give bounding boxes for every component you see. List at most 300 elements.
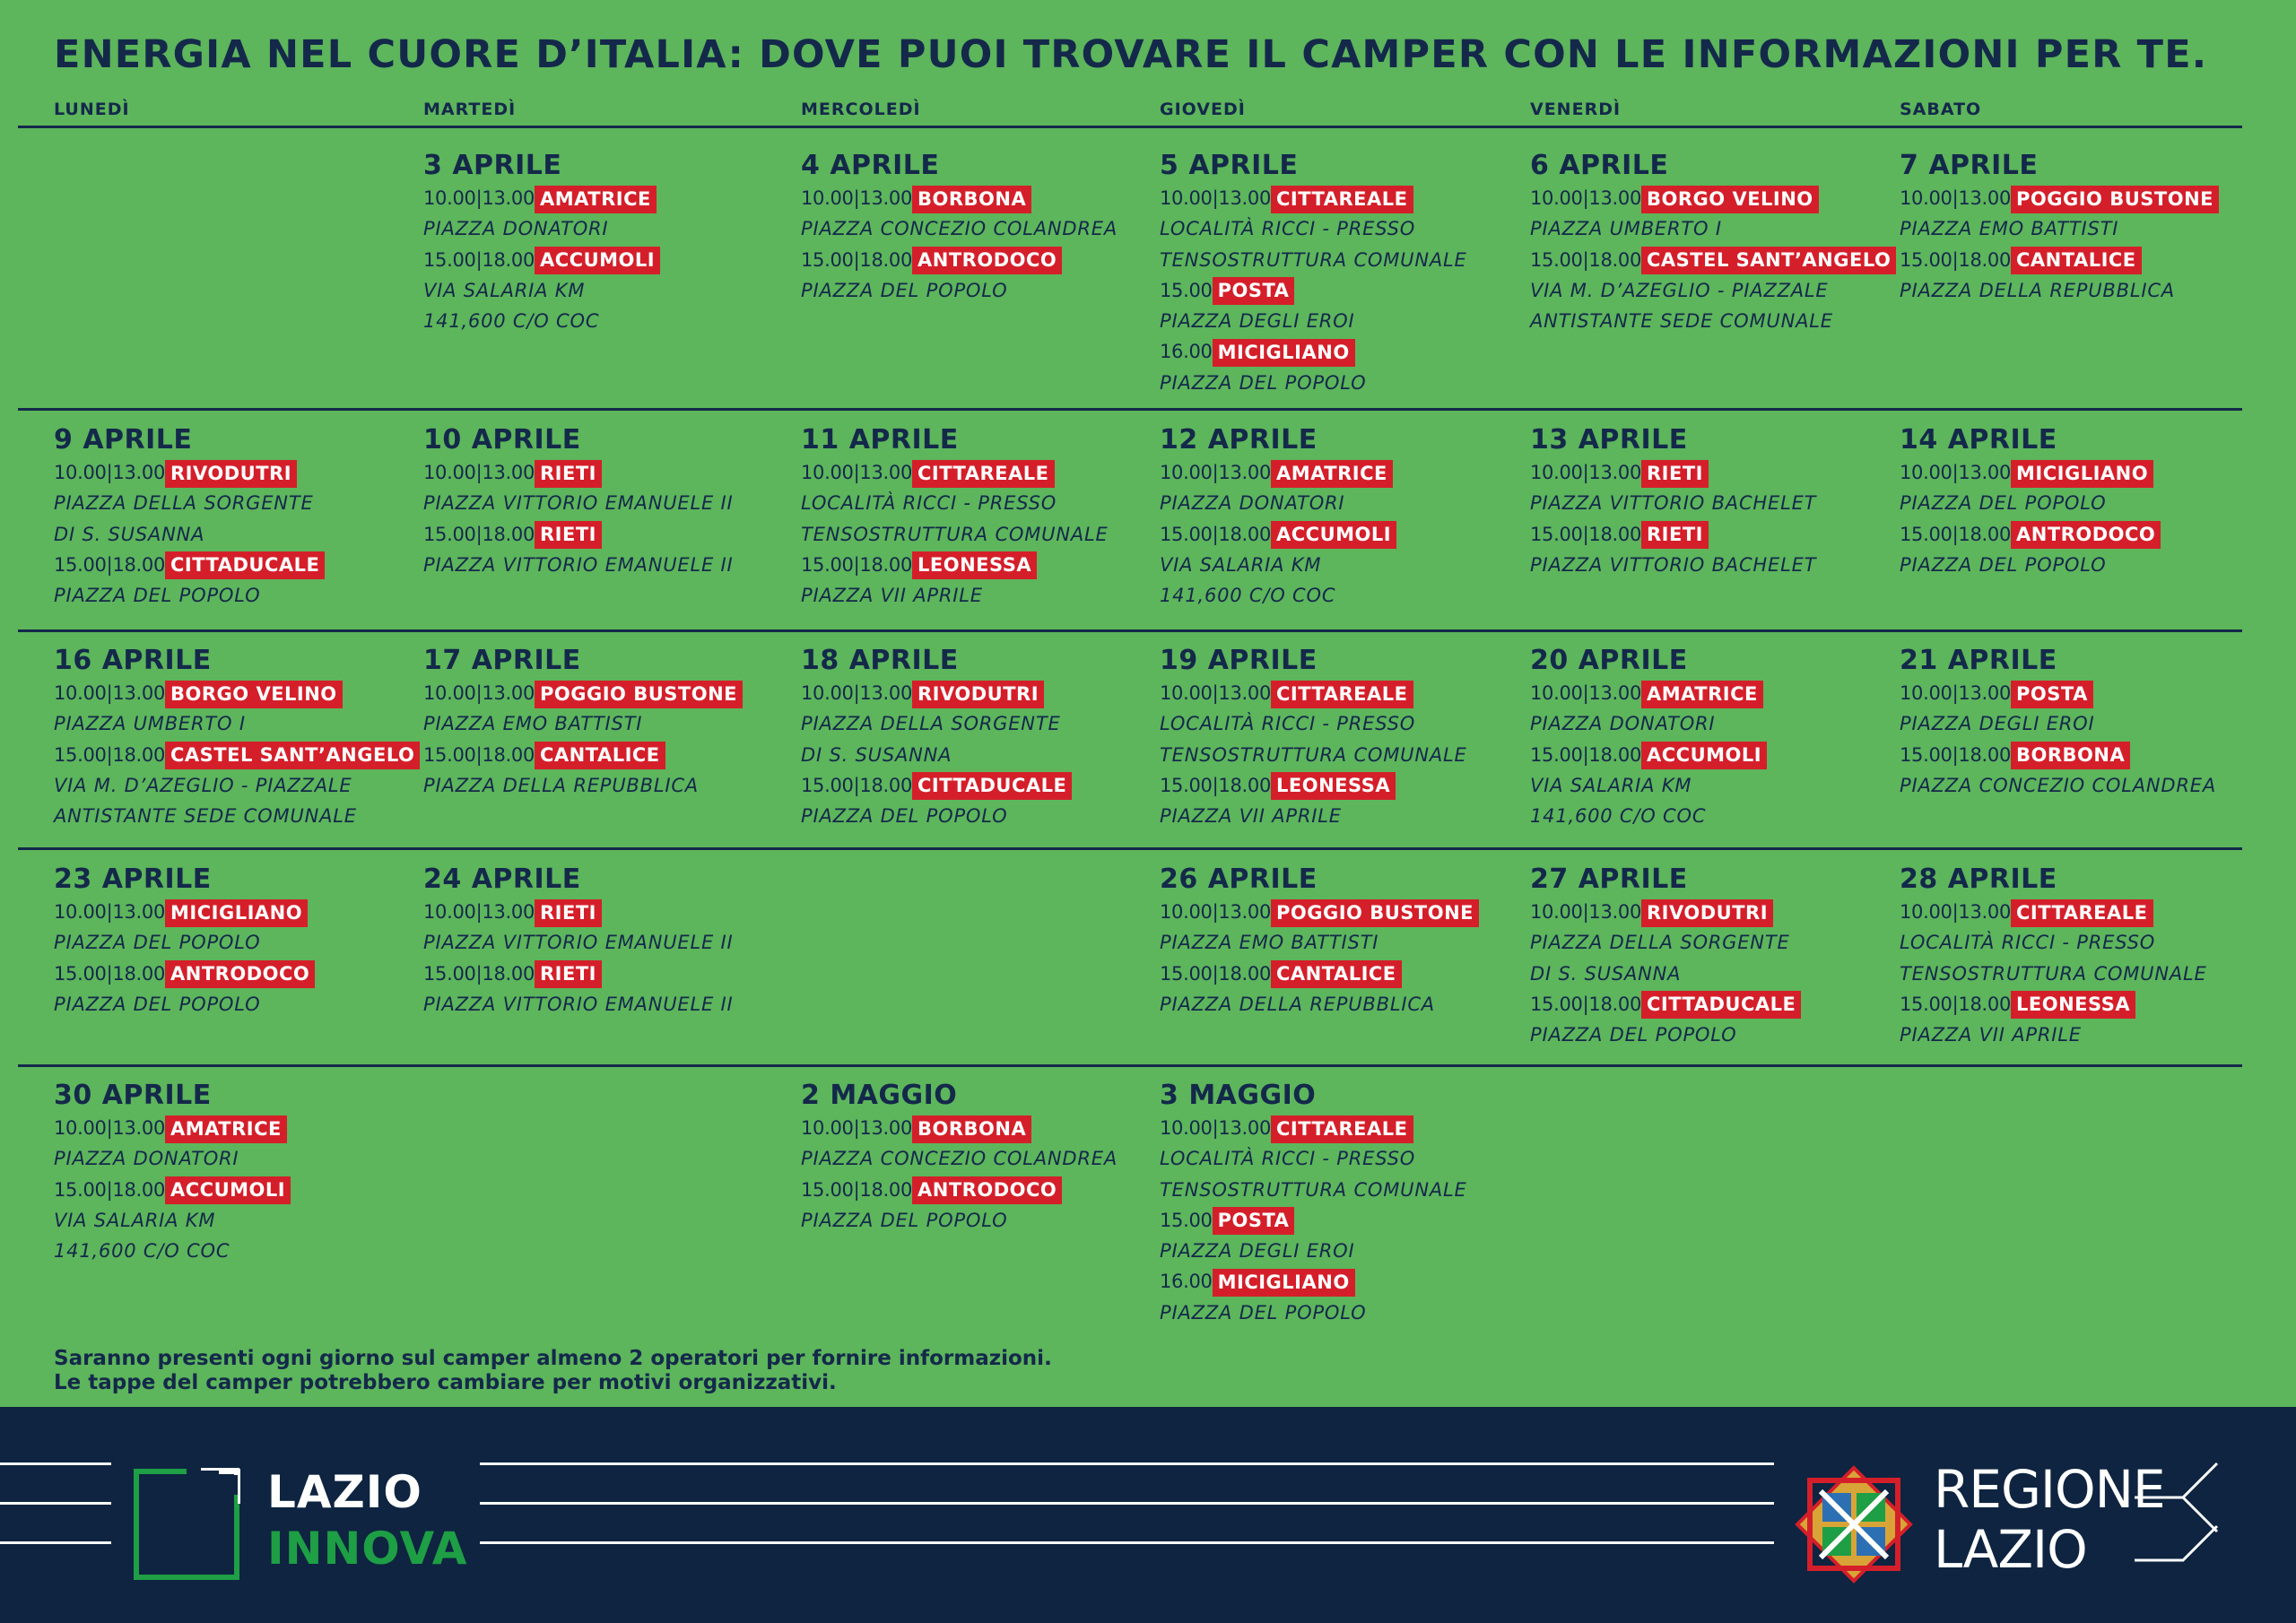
stop-time: 10.00|13.00 [1900, 901, 2012, 923]
stop-time-row [1160, 897, 1479, 927]
regione-word-2: LAZIO [1934, 1519, 2087, 1580]
schedule-day-cell [1160, 151, 1467, 398]
stop-time: 10.00|13.00 [1160, 1117, 1272, 1139]
stop-address: PIAZZA EMO BATTISTI [1900, 218, 2119, 240]
day-date: 9 APRILE [54, 424, 193, 456]
regione-lazio-crest-icon [1794, 1464, 1914, 1584]
stop-time: 10.00|13.00 [1530, 187, 1642, 209]
stop-time-row [801, 183, 1118, 213]
town-badge: MICIGLIANO [165, 899, 308, 927]
schedule-day-cell [54, 1081, 291, 1266]
stop-address: PIAZZA DEL POPOLO [801, 279, 1008, 301]
stop-time: 15.00|18.00 [54, 962, 166, 985]
town-badge: CASTEL SANT’ANGELO [1641, 247, 1896, 274]
town-badge: LEONESSA [912, 551, 1037, 579]
stop-time: 15.00|18.00 [1900, 993, 2012, 1015]
stop-time-row [423, 245, 660, 275]
day-date: 3 APRILE [423, 150, 562, 181]
regione-word-1: REGIONE [1934, 1459, 2165, 1520]
notes [54, 1347, 1052, 1395]
town-badge: RIETI [535, 960, 602, 988]
stop-address: PIAZZA VITTORIO EMANUELE II [423, 492, 734, 515]
stop-time: 15.00|18.00 [54, 553, 166, 576]
stop-address: PIAZZA DEL POPOLO [801, 805, 1008, 828]
stop-time-row [54, 740, 420, 770]
stop-time-row [1160, 1113, 1467, 1143]
stop-time: 10.00|13.00 [423, 682, 535, 704]
footer-rule [480, 1502, 1774, 1505]
stop-time: 10.00|13.00 [423, 462, 535, 483]
town-badge: CANTALICE [1271, 960, 1402, 988]
town-badge: CANTALICE [535, 742, 665, 769]
town-badge: RIETI [535, 521, 602, 549]
stop-time: 10.00|13.00 [1900, 187, 2012, 209]
stop-address: PIAZZA EMO BATTISTI [1160, 932, 1379, 954]
stop-time-row [1530, 519, 1816, 550]
town-badge: ANTRODOCO [912, 247, 1062, 274]
stop-time: 15.00|18.00 [423, 248, 535, 271]
stop-address: 141,600 C/O COC [423, 310, 600, 333]
stop-time: 15.00|18.00 [1160, 774, 1272, 796]
schedule-day-cell [801, 425, 1109, 611]
stop-address: PIAZZA DELLA SORGENTE [801, 713, 1061, 735]
stop-time-row [1160, 183, 1467, 213]
stop-time: 15.00|18.00 [423, 743, 535, 766]
schedule-day-cell [1530, 151, 1896, 336]
stop-time-row [1900, 989, 2207, 1020]
day-date: 17 APRILE [423, 645, 581, 676]
schedule-day-cell [1530, 864, 1801, 1050]
town-badge: ANTRODOCO [165, 960, 315, 988]
stop-time-row [1160, 275, 1467, 306]
town-badge: LEONESSA [1271, 772, 1396, 800]
schedule-day-cell [423, 151, 660, 336]
schedule-day-cell [1900, 151, 2219, 306]
stop-address: VIA SALARIA KM [54, 1209, 216, 1231]
stop-address: VIA M. D’AZEGLIO - PIAZZALE [1530, 279, 1829, 301]
town-badge: CITTAREALE [1271, 681, 1413, 708]
stop-time-row [801, 457, 1109, 488]
stop-time-row [54, 897, 315, 927]
town-badge: CITTADUCALE [1641, 991, 1801, 1019]
town-badge: ACCUMOLI [1641, 742, 1767, 769]
stop-time: 15.00 [1160, 279, 1213, 301]
stop-time: 10.00|13.00 [801, 1117, 913, 1139]
stop-address: PIAZZA DEL POPOLO [1900, 492, 2107, 515]
day-date: 10 APRILE [423, 424, 581, 456]
town-badge: CITTAREALE [1271, 1115, 1413, 1143]
stop-address: PIAZZA VITTORIO EMANUELE II [423, 932, 734, 954]
day-date: 14 APRILE [1900, 424, 2057, 456]
stop-time: 10.00|13.00 [423, 187, 535, 209]
town-badge: RIETI [1641, 460, 1709, 488]
stop-time-row [54, 1113, 291, 1143]
stop-address: LOCALITÀ RICCI - PRESSO [801, 492, 1057, 515]
stop-address: PIAZZA DONATORI [423, 218, 609, 240]
stop-time: 15.00|18.00 [1900, 523, 2012, 545]
stop-address: DI S. SUSANNA [801, 743, 952, 766]
stop-address: PIAZZA DEGLI EROI [1160, 310, 1355, 333]
stop-time: 15.00|18.00 [1160, 523, 1272, 545]
stop-address: PIAZZA CONCEZIO COLANDREA [1900, 774, 2217, 796]
stop-time-row [1160, 678, 1467, 708]
town-badge: POSTA [1213, 1207, 1295, 1235]
stop-address: PIAZZA EMO BATTISTI [423, 713, 643, 735]
day-date: 5 APRILE [1160, 150, 1299, 181]
stop-time: 15.00|18.00 [1530, 993, 1642, 1015]
schedule-day-cell [1160, 425, 1396, 611]
stop-time: 10.00|13.00 [801, 682, 913, 704]
stop-time: 15.00|18.00 [1530, 743, 1642, 766]
stop-time-row [1900, 897, 2207, 927]
town-badge: POSTA [1213, 277, 1295, 305]
stop-time-row [801, 770, 1072, 801]
schedule-day-cell [1900, 646, 2216, 801]
regione-chevron-icon [2135, 1462, 2224, 1587]
stop-time: 10.00|13.00 [54, 462, 166, 483]
stop-address: PIAZZA VII APRILE [1160, 805, 1342, 828]
schedule-day-cell [54, 646, 420, 831]
schedule-day-cell [1530, 425, 1816, 580]
stop-time: 10.00|13.00 [1160, 462, 1272, 483]
stop-time: 15.00|18.00 [1160, 962, 1272, 985]
town-badge: AMATRICE [165, 1115, 287, 1143]
stop-time: 15.00|18.00 [1900, 248, 2012, 271]
stop-address: PIAZZA DEGLI EROI [1900, 713, 2095, 735]
stop-time: 16.00 [1160, 1271, 1213, 1293]
stop-address: VIA SALARIA KM [1160, 553, 1322, 576]
stop-time-row [1900, 457, 2161, 488]
stop-time: 15.00|18.00 [1530, 248, 1642, 271]
stop-time-row [423, 959, 734, 989]
note-line: Saranno presenti ogni giorno sul camper almeno 2 operatori per fornire informazioni. [54, 1347, 1052, 1370]
day-date: 3 MAGGIO [1160, 1080, 1317, 1111]
stop-time: 15.00|18.00 [1900, 743, 2012, 766]
town-badge: CITTADUCALE [165, 551, 325, 579]
town-badge: AMATRICE [1641, 681, 1763, 708]
note-line: Le tappe del camper potrebbero cambiare per motivi organizzativi. [54, 1371, 837, 1394]
day-date: 6 APRILE [1530, 150, 1669, 181]
stop-time-row [1160, 1205, 1467, 1236]
stop-address: PIAZZA DEL POPOLO [1900, 553, 2107, 576]
stop-time: 15.00|18.00 [1530, 523, 1642, 545]
schedule-day-cell [1900, 425, 2161, 580]
stop-time-row [801, 550, 1109, 580]
town-badge: CASTEL SANT’ANGELO [165, 742, 420, 769]
schedule-day-cell [1160, 1081, 1467, 1328]
stop-address: PIAZZA DEL POPOLO [1160, 371, 1367, 394]
stop-address: VIA SALARIA KM [1530, 774, 1692, 796]
stop-time-row [1160, 770, 1467, 801]
stop-time-row [1530, 245, 1896, 275]
town-badge: ACCUMOLI [1271, 521, 1396, 549]
schedule-day-cell [423, 864, 734, 1020]
town-badge: BORGO VELINO [165, 681, 343, 708]
footer-rule [0, 1502, 111, 1505]
stop-address: PIAZZA DEL POPOLO [1530, 1024, 1737, 1046]
stop-address: DI S. SUSANNA [54, 523, 205, 545]
stop-time-row [1160, 959, 1479, 989]
stop-address: VIA SALARIA KM [423, 279, 586, 301]
stop-time: 10.00|13.00 [54, 682, 166, 704]
stop-time-row [801, 1113, 1118, 1143]
town-badge: CITTADUCALE [912, 772, 1072, 800]
town-badge: AMATRICE [535, 186, 657, 213]
stop-time: 10.00|13.00 [1160, 901, 1272, 923]
day-date: 30 APRILE [54, 1080, 212, 1111]
stop-address: ANTISTANTE SEDE COMUNALE [54, 805, 357, 828]
town-badge: ACCUMOLI [165, 1176, 291, 1204]
footer-rule [0, 1462, 111, 1465]
day-date: 13 APRILE [1530, 424, 1688, 456]
stop-address: PIAZZA DONATORI [54, 1148, 239, 1170]
stop-address: PIAZZA VITTORIO BACHELET [1530, 492, 1817, 515]
stop-time-row [54, 959, 315, 989]
day-date: 24 APRILE [423, 864, 581, 895]
stop-time-row [1530, 740, 1767, 770]
stop-address: PIAZZA DONATORI [1530, 713, 1716, 735]
town-badge: BORBONA [912, 1115, 1031, 1143]
stop-address: LOCALITÀ RICCI - PRESSO [1160, 218, 1416, 240]
stop-address: PIAZZA DELLA REPUBBLICA [423, 774, 699, 796]
day-date: 16 APRILE [54, 645, 212, 676]
day-date: 27 APRILE [1530, 864, 1688, 895]
town-badge: CITTAREALE [2011, 899, 2152, 927]
weekday-label: MERCOLEDÌ [801, 100, 921, 119]
stop-time-row [1530, 183, 1896, 213]
schedule-day-cell [54, 425, 325, 611]
stop-time-row [54, 678, 420, 708]
page-title: ENERGIA NEL CUORE D’ITALIA: DOVE PUOI TROVARE IL CAMPER CON LE INFORMAZIONI PER TE. [54, 32, 2208, 77]
weekday-label: GIOVEDÌ [1160, 100, 1246, 119]
town-badge: CITTAREALE [912, 460, 1054, 488]
town-badge: POSTA [2011, 681, 2093, 708]
stop-time-row [1160, 519, 1396, 550]
town-badge: ANTRODOCO [912, 1176, 1062, 1204]
stop-address: 141,600 C/O COC [54, 1240, 230, 1263]
stop-time: 10.00|13.00 [801, 187, 913, 209]
stop-time-row [1900, 678, 2216, 708]
stop-time: 10.00|13.00 [1160, 682, 1272, 704]
stop-address: PIAZZA DEL POPOLO [54, 585, 261, 607]
stop-address: VIA M. D’AZEGLIO - PIAZZALE [54, 774, 352, 796]
stop-time-row [1900, 183, 2219, 213]
stop-time: 10.00|13.00 [1900, 682, 2012, 704]
stop-address: 141,600 C/O COC [1160, 585, 1336, 607]
day-date: 23 APRILE [54, 864, 212, 895]
day-date: 4 APRILE [801, 150, 940, 181]
day-date: 20 APRILE [1530, 645, 1688, 676]
town-badge: LEONESSA [2011, 991, 2135, 1019]
town-badge: BORBONA [2011, 742, 2130, 769]
stop-time: 10.00|13.00 [54, 901, 166, 923]
stop-address: PIAZZA UMBERTO I [54, 713, 246, 735]
stop-address: TENSOSTRUTTURA COMUNALE [1160, 1178, 1467, 1201]
schedule-day-cell [1160, 646, 1467, 831]
footer-rule [480, 1541, 1774, 1544]
town-badge: BORBONA [912, 186, 1031, 213]
stop-time-row [423, 457, 734, 488]
town-badge: RIVODUTRI [912, 681, 1044, 708]
day-date: 11 APRILE [801, 424, 959, 456]
stop-address: PIAZZA DEGLI EROI [1160, 1240, 1355, 1263]
schedule-day-cell [1900, 864, 2207, 1050]
stop-address: PIAZZA DEL POPOLO [801, 1209, 1008, 1231]
stop-time-row [1900, 740, 2216, 770]
lazio-innova-logo-icon [133, 1468, 240, 1581]
town-badge: RIVODUTRI [1641, 899, 1773, 927]
stop-time: 10.00|13.00 [423, 901, 535, 923]
stop-time-row [1530, 457, 1816, 488]
stop-time: 15.00|18.00 [423, 962, 535, 985]
stop-time-row [1530, 989, 1801, 1020]
town-badge: ANTRODOCO [2011, 521, 2161, 549]
weekday-label: LUNEDÌ [54, 100, 130, 119]
stop-address: TENSOSTRUTTURA COMUNALE [1160, 743, 1467, 766]
stop-time-row [1900, 245, 2219, 275]
stop-address: LOCALITÀ RICCI - PRESSO [1900, 932, 2156, 954]
stop-address: PIAZZA DEL POPOLO [54, 932, 261, 954]
stop-time-row [801, 245, 1118, 275]
lazio-innova-word-1: LAZIO [267, 1466, 422, 1518]
stop-time-row [801, 1175, 1118, 1205]
town-badge: CANTALICE [2011, 247, 2142, 274]
row-divider [18, 629, 2242, 632]
stop-address: PIAZZA DELLA SORGENTE [1530, 932, 1790, 954]
stop-time-row [1160, 457, 1396, 488]
stop-time-row [1530, 897, 1801, 927]
stop-address: PIAZZA DEL POPOLO [54, 993, 261, 1015]
row-divider [18, 126, 2242, 128]
town-badge: POGGIO BUSTONE [535, 681, 743, 708]
stop-address: PIAZZA DELLA SORGENTE [54, 492, 314, 515]
stop-time-row [54, 457, 325, 488]
town-badge: MICIGLIANO [1213, 339, 1355, 367]
stop-address: LOCALITÀ RICCI - PRESSO [1160, 1148, 1416, 1170]
schedule-day-cell [801, 151, 1118, 306]
day-date: 26 APRILE [1160, 864, 1318, 895]
town-badge: RIETI [535, 460, 602, 488]
town-badge: AMATRICE [1271, 460, 1393, 488]
town-badge: MICIGLIANO [2011, 460, 2153, 488]
stop-address: PIAZZA VII APRILE [801, 585, 983, 607]
stop-time-row [423, 678, 743, 708]
stop-address: PIAZZA CONCEZIO COLANDREA [801, 1148, 1118, 1170]
stop-time: 15.00|18.00 [801, 774, 913, 796]
stop-address: DI S. SUSANNA [1530, 962, 1682, 985]
town-badge: BORGO VELINO [1641, 186, 1819, 213]
stop-time-row [54, 1175, 291, 1205]
town-badge: RIVODUTRI [165, 460, 297, 488]
town-badge: RIETI [1641, 521, 1709, 549]
stop-time: 10.00|13.00 [1530, 901, 1642, 923]
footer-rule [480, 1462, 1774, 1465]
lazio-innova-word-2: INNOVA [267, 1523, 468, 1575]
day-date: 2 MAGGIO [801, 1080, 958, 1111]
weekday-label: VENERDÌ [1530, 100, 1622, 119]
row-divider [18, 847, 2242, 850]
weekday-label: SABATO [1900, 100, 1982, 119]
town-badge: POGGIO BUSTONE [1271, 899, 1479, 927]
stop-time: 15.00|18.00 [423, 523, 535, 545]
day-date: 19 APRILE [1160, 645, 1318, 676]
day-date: 21 APRILE [1900, 645, 2057, 676]
stop-time: 10.00|13.00 [801, 462, 913, 483]
stop-time: 15.00|18.00 [801, 1178, 913, 1201]
stop-time-row [423, 519, 734, 550]
town-badge: RIETI [535, 899, 602, 927]
day-date: 7 APRILE [1900, 150, 2039, 181]
day-date: 18 APRILE [801, 645, 959, 676]
stop-address: PIAZZA UMBERTO I [1530, 218, 1722, 240]
stop-address: LOCALITÀ RICCI - PRESSO [1160, 713, 1416, 735]
stop-address: PIAZZA DELLA REPUBBLICA [1900, 279, 2175, 301]
day-date: 28 APRILE [1900, 864, 2057, 895]
stop-address: PIAZZA CONCEZIO COLANDREA [801, 218, 1118, 240]
stop-time-row [1900, 519, 2161, 550]
stop-address: TENSOSTRUTTURA COMUNALE [801, 523, 1109, 545]
stop-time: 15.00|18.00 [801, 248, 913, 271]
stop-time-row [423, 897, 734, 927]
stop-address: PIAZZA DONATORI [1160, 492, 1345, 515]
stop-address: PIAZZA VITTORIO EMANUELE II [423, 993, 734, 1015]
stop-time: 10.00|13.00 [1530, 462, 1642, 483]
schedule-day-cell [801, 1081, 1118, 1236]
stop-address: PIAZZA VII APRILE [1900, 1024, 2082, 1046]
row-divider [18, 1064, 2242, 1067]
stop-time-row [1530, 678, 1767, 708]
schedule-day-cell [801, 646, 1072, 831]
town-badge: POGGIO BUSTONE [2011, 186, 2219, 213]
schedule-day-cell [54, 864, 315, 1020]
schedule-day-cell [1530, 646, 1767, 831]
stop-time: 15.00|18.00 [54, 1178, 166, 1201]
schedule-day-cell [423, 646, 743, 801]
town-badge: ACCUMOLI [535, 247, 660, 274]
stop-time: 10.00|13.00 [1530, 682, 1642, 704]
weekday-label: MARTEDÌ [423, 100, 517, 119]
stop-address: 141,600 C/O COC [1530, 805, 1707, 828]
stop-address: TENSOSTRUTTURA COMUNALE [1160, 248, 1467, 271]
stop-time-row [423, 183, 660, 213]
town-badge: MICIGLIANO [1213, 1269, 1355, 1297]
stop-time: 15.00|18.00 [801, 553, 913, 576]
stop-time: 10.00|13.00 [1160, 187, 1272, 209]
stop-time: 15.00|18.00 [54, 743, 166, 766]
row-divider [18, 408, 2242, 411]
stop-address: ANTISTANTE SEDE COMUNALE [1530, 310, 1833, 333]
day-date: 12 APRILE [1160, 424, 1318, 456]
stop-time: 16.00 [1160, 341, 1213, 363]
schedule-day-cell [423, 425, 734, 580]
town-badge: CITTAREALE [1271, 186, 1413, 213]
stop-time-row [54, 550, 325, 580]
stop-time-row [1160, 1266, 1467, 1297]
schedule-day-cell [1160, 864, 1479, 1020]
stop-time-row [801, 678, 1072, 708]
stop-address: TENSOSTRUTTURA COMUNALE [1900, 962, 2207, 985]
stop-address: PIAZZA VITTORIO EMANUELE II [423, 553, 734, 576]
stop-address: PIAZZA DELLA REPUBBLICA [1160, 993, 1435, 1015]
stop-time-row [1160, 336, 1467, 367]
stop-time-row [423, 740, 743, 770]
stop-time: 10.00|13.00 [54, 1117, 166, 1139]
stop-time: 15.00 [1160, 1209, 1213, 1231]
stop-address: PIAZZA DEL POPOLO [1160, 1301, 1367, 1324]
footer-rule [0, 1541, 111, 1544]
stop-time: 10.00|13.00 [1900, 462, 2012, 483]
stop-address: PIAZZA VITTORIO BACHELET [1530, 553, 1817, 576]
